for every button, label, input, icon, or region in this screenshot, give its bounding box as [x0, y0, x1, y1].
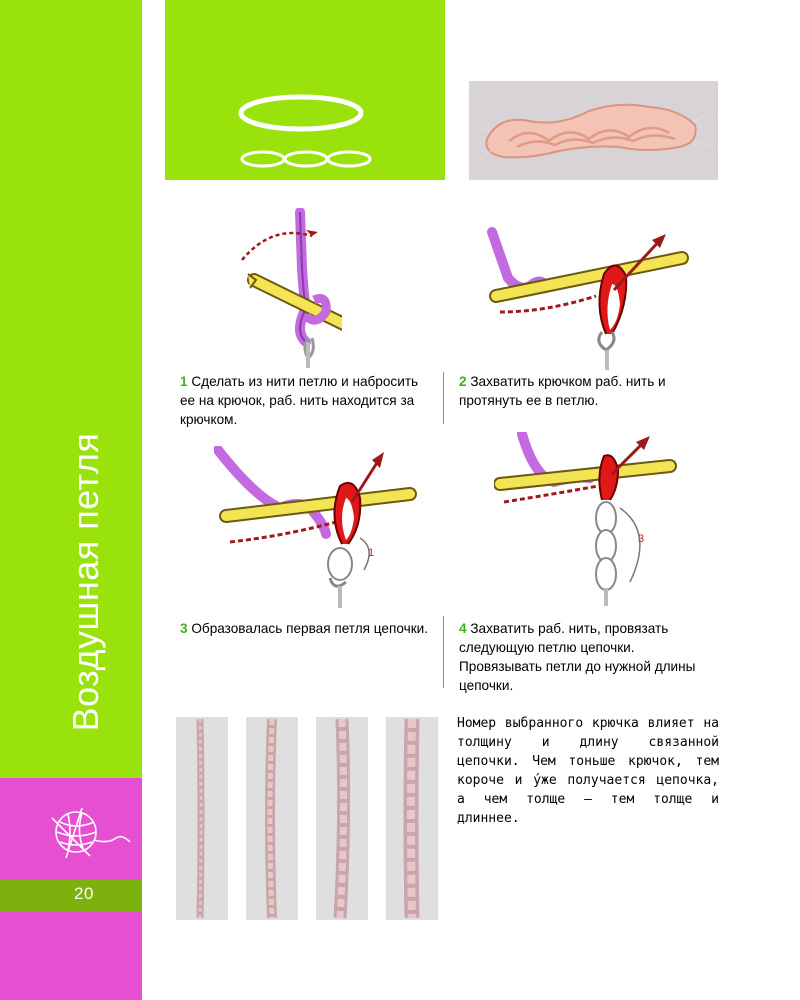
divider: [443, 372, 444, 424]
step-1-illustration: [232, 208, 342, 370]
air-loop-symbol-small: [328, 152, 370, 166]
step-4-illustration: [500, 434, 670, 606]
step-2-caption: [459, 372, 721, 410]
step-2-illustration: [492, 232, 682, 370]
step-4-number: 4: [459, 621, 467, 636]
divider: [443, 616, 444, 688]
step-1-number: 1: [180, 374, 188, 389]
step-1-caption: [180, 372, 434, 429]
chain-photo-thickest: [386, 717, 438, 920]
step-3-number: 3: [180, 621, 188, 636]
step-4-label: 3: [638, 533, 645, 545]
air-loop-symbol-small: [285, 152, 327, 166]
chain-thickness-photos: [176, 717, 438, 920]
step-2-number: 2: [459, 374, 467, 389]
page-number-band: [0, 880, 142, 912]
hook-size-note: Номер выбранного крючка влияет на толщину и длину связанной цепочки. Чем тоньше крючок, тем короче и у́же получается цепочка, а чем толще — тем толще и длиннее.: [457, 716, 719, 826]
page-number: 20: [74, 884, 94, 903]
step-1-text: Сделать из нити петлю и набросить ее на крючок, раб. нить находится за крючком.: [180, 374, 419, 427]
chapter-title: Воздушная петля: [65, 432, 106, 732]
step-4-text: Захватить раб. нить, провязать следующую петлю цепочки. Провязывать петли до нужной длины цепочки.: [459, 621, 696, 693]
step-3-text: Образовалась первая петля цепочки.: [191, 621, 429, 636]
step-2-text: Захватить крючком раб. нить и протянуть ее в петлю.: [459, 374, 666, 408]
step-4-caption: [459, 619, 721, 695]
chain-photo-medium: [246, 717, 298, 920]
step-3-caption: [180, 619, 434, 638]
step-3-illustration: [218, 450, 410, 608]
chain-photo-thin: [176, 717, 228, 920]
chain-photo-thick: [316, 717, 368, 920]
step-3-label: 1: [368, 547, 375, 559]
air-loop-symbol-small: [242, 152, 284, 166]
symbol-box: [165, 0, 445, 180]
yarn-ball-icon: [46, 800, 136, 862]
air-loop-symbol-large: [241, 97, 361, 129]
chain-stitch-photo: [469, 81, 718, 180]
